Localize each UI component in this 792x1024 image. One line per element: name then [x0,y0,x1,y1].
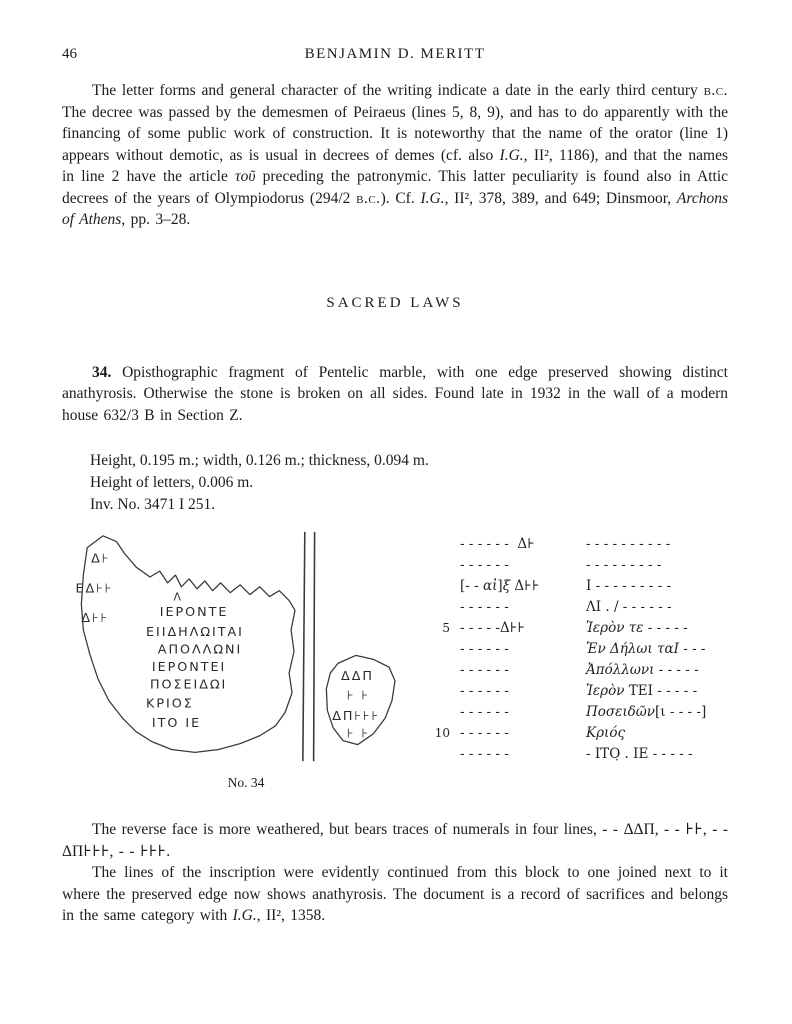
running-head: BENJAMIN D. MERITT [304,46,486,62]
transcription-left-column: - - - - -Δ⊦⊦ [460,620,526,636]
transcription-row [434,704,728,725]
preserved-edge-line-2 [314,532,315,761]
transcription-left-column: - - - - - - Δ⊦ [460,536,535,552]
transcription-row [434,641,728,662]
sketch-letters: ΔΠ⊦⊦⊦ [332,709,381,725]
transcription-right-column: Ι - - - - - - - - - [586,578,672,594]
sketch-letters: ΑΠΟΛΛΩΝΙ [157,642,243,658]
transcription-right-column: ΛΙ . / - - - - - - [586,599,672,615]
sketch-letters: ΔΔΠ [341,668,374,684]
transcription-row [434,536,728,557]
transcription-row [434,725,728,746]
transcription-row [434,683,728,704]
stone-sketch-drawing [62,528,430,773]
transcription-right-column: Ἱερὸν τε - - - - - [586,620,688,636]
sketch-letters: ΙΕΡΟΝΤΕ [159,605,229,621]
transcription-row [434,599,728,620]
transcription-left-column: - - - - - - [460,746,509,762]
entry-paragraph: 34. Opisthographic fragment of Pentelic marble, with one edge preserved showing distinct anathyrosis. Otherwise the stone is broken on all sides. Found late in 1932 in the wall of a modern house 632/3 B in Section Z. [62,363,728,424]
inventory-number: Inv. No. 3471 I 251. [90,496,216,513]
intro-paragraph: The letter forms and general character of the writing indicate a date in the early third century b.c. The decree was passed by the demesmen of Peiraeus (lines 5, 8, 9), and has to do apparently with the financing of some public work of construction. It is noteworthy that the name of the orator (line 1) appears without demotic, as is usual in decrees of demes (cf. also I.G., II², 1186), and that the names in line 2 have the article τοῦ preceding the patronymic. This latter peculiarity is found also in Attic decrees of the years of Olympiodorus (294/2 b.c.). Cf. I.G., II², 378, 389, and 649; Dinsmoor, Archons of Athens, pp. 3–28. [62,82,729,228]
transcription-right-column: Ἐν Δήλωι ταΙ - - - [586,641,706,657]
measurement-letter-height: Height of letters, 0.006 m. [90,474,254,491]
transcription-right-column: Ποσειδῶν[ι - - - -] [586,704,707,720]
line-number: 10 [434,726,450,740]
transcription-left-column: [- - αἰ]ξ Δ⊦⊦ [460,578,540,594]
transcription-row [434,578,728,599]
sketch-letters: ΙΕΡΟΝΤΕΙ [151,660,227,676]
stone-sketch [62,528,430,791]
line-number: 5 [442,621,450,635]
sketch-letters: ΠΟΣΕΙΔΩΙ [149,677,228,693]
transcription-right-column: Κριός [586,725,626,741]
sketch-letters: Λ [173,590,182,604]
page-number: 46 [62,46,77,62]
transcription-left-column: - - - - - - [460,683,509,699]
transcription [430,528,728,791]
sketch-letters: ΕΔ⊦⊦ [75,581,114,597]
section-title: SACRED LAWS [326,294,464,311]
measurement-dimensions: Height, 0.195 m.; width, 0.126 m.; thickness, 0.094 m. [90,452,429,469]
transcription-right-column: Ἀπόλλωνι - - - - - [586,662,699,678]
measurements-block [90,450,728,516]
sketch-letters: Δ⊦⊦ [81,611,110,627]
conclusion-paragraph: The lines of the inscription were evidently continued from this block to one joined next to it where the preserved edge now shows anathyrosis. The document is a record of sacrifices and belongs in the same category with I.G., II², 1358. [62,864,728,924]
transcription-left-column: - - - - - - [460,641,509,657]
figure-block [62,528,728,791]
sketch-letters: ⊦ ⊦ [346,726,371,742]
transcription-right-column: Ἱερὸν ΤΕΙ - - - - - [586,683,698,699]
sketch-letters: ΚΡΙΟΣ [146,696,194,712]
transcription-right-column: - - - - - - - - - [586,557,662,573]
transcription-row [434,620,728,641]
transcription-right-column: - - - - - - - - - - [586,536,671,552]
preserved-edge-line-1 [303,532,305,761]
transcription-left-column: - - - - - - [460,704,509,720]
sketch-letters: ΕΙΙΔΗΛΩΙΤΑΙ [146,624,244,640]
transcription-left-column: - - - - - - [460,725,509,741]
sketch-letters: ⊦ ⊦ [346,688,371,704]
transcription-left-column: - - - - - - [460,662,509,678]
page-header [62,46,728,66]
transcription-right-column: - ΙΤΟ̣ . ΙΕ - - - - - [586,746,693,762]
sketch-letters: ΙΤΟ ΙΕ [151,715,202,731]
figure-caption: No. 34 [227,775,265,790]
reverse-face-paragraph: The reverse face is more weathered, but bears traces of numerals in four lines, - - ΔΔΠ, - - ⊦⊦, - - ΔΠ⊦⊦⊦, - - ⊦⊦⊦. [62,821,728,860]
transcription-left-column: - - - - - - [460,599,509,615]
sketch-letters: Δ⊦ [91,551,111,567]
transcription-row [434,662,728,683]
transcription-row [434,746,728,767]
transcription-left-column: - - - - - - [460,557,509,573]
transcription-row [434,557,728,578]
